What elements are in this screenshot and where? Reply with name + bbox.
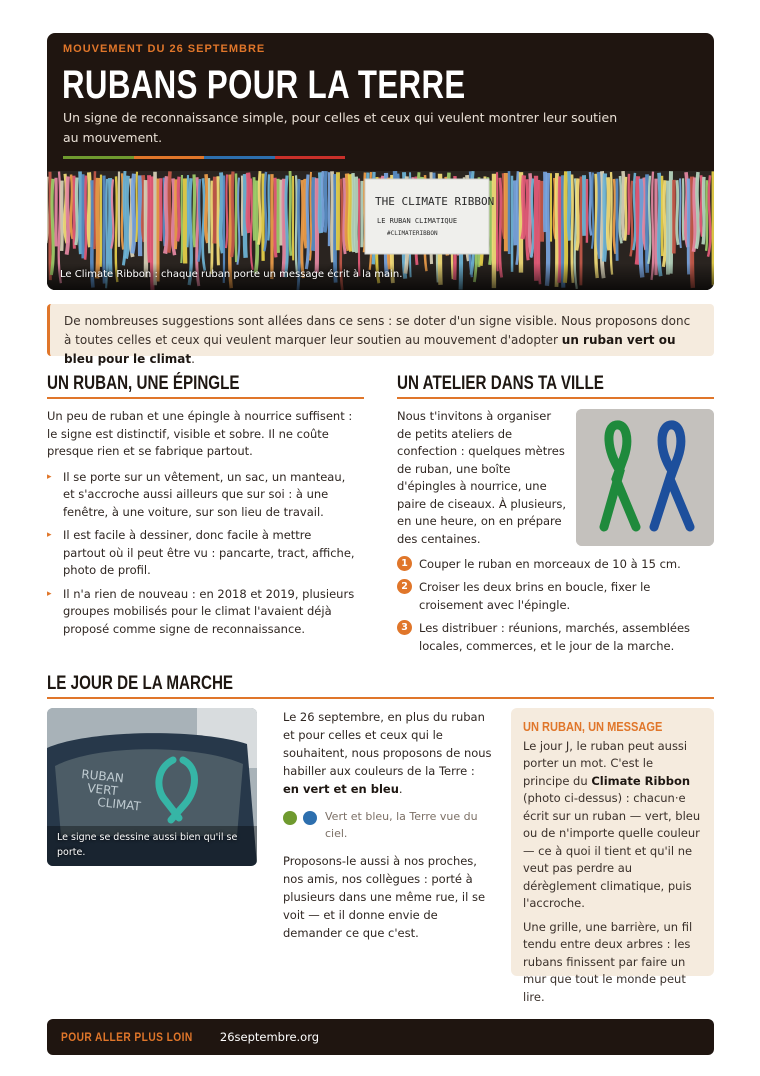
ribbon-strand <box>641 179 643 278</box>
section-heading-ruban: UN RUBAN, UNE ÉPINGLE <box>47 373 364 399</box>
jour-column <box>283 708 493 942</box>
ribbon-strand <box>353 173 354 252</box>
ribbon-strand <box>89 172 90 247</box>
page-subtitle: Un signe de reconnaissance simple, pour celles et ceux qui veulent montrer leur soutien au mouvement. <box>63 110 618 145</box>
ribbon-strand <box>490 181 492 265</box>
ribbon-strand <box>623 171 625 240</box>
car-photo <box>47 708 257 866</box>
callout-text: De nombreuses suggestions sont allées dans ce sens : se doter d'un signe visible. Nous proposons donc à toutes celles et ceux qui veulent marquer leur soutien au mouvement d'adopter <box>64 314 691 347</box>
ribbon-strand <box>198 179 200 262</box>
sidebar-title: UN RUBAN, UN MESSAGE <box>523 719 663 734</box>
kicker: MOUVEMENT DU 26 SEPTEMBRE <box>63 43 266 55</box>
ribbon-strand <box>569 171 570 240</box>
list-item: ▸ Il se porte sur un vêtement, un sac, un manteau, et s'accroche aussi ailleurs que sur soi : à une fenêtre, à une voiture, sur son lieu de travail. <box>47 469 357 522</box>
footer-label: POUR ALLER PLUS LOIN <box>61 1030 193 1044</box>
ribbon-strand <box>313 177 314 251</box>
green-swatch <box>283 811 297 825</box>
ruban-column <box>47 408 357 644</box>
color-bar-segment <box>204 156 275 159</box>
ribbon-strand <box>221 172 223 253</box>
hero-photo-caption: Le Climate Ribbon : chaque ruban porte un message écrit à la main. <box>60 269 403 280</box>
ribbon-strand <box>181 175 182 263</box>
ribbon-strand <box>285 176 287 278</box>
ribbon-strand <box>663 180 665 267</box>
sidebar-para1: Le jour J, le ruban peut aussi porter un mot. C'est le principe du Climate Ribbon (photo ci-dessus) : chacun·e écrit sur un ruban — vert, bleu ou de n'importe quelle couleur — ce à quoi il tient et qu'il ne veut pas perdre au dérèglement climatique, puis l'accroche. <box>523 738 701 910</box>
jour-para1: Le 26 septembre, en plus du ruban et pour celles et ceux qui le souhaitent, nous proposons de nous habiller aux couleurs de la Terre : en vert et en bleu. <box>283 710 492 796</box>
ribbon-strand <box>500 178 502 278</box>
color-bar-segment <box>134 156 205 159</box>
ribbon-strand <box>178 177 180 242</box>
footer <box>47 1019 714 1055</box>
step-number: 2 <box>397 579 412 594</box>
ribbon-strand <box>633 173 635 250</box>
section-heading-jour: LE JOUR DE LA MARCHE <box>47 673 714 699</box>
atelier-steps <box>397 555 717 660</box>
ribbon-strand <box>703 177 704 244</box>
ribbon-strand <box>659 173 661 276</box>
swatch-label: Vert et bleu, la Terre vue du ciel. <box>325 810 478 840</box>
hero-photo <box>47 171 714 290</box>
ribbon-strand <box>322 171 323 232</box>
ribbon-strand <box>242 176 243 236</box>
hero-banner <box>47 33 714 290</box>
ribbon-strand <box>577 178 579 250</box>
list-item: ▸ Il est facile à dessiner, donc facile à mettre partout où il peut être vu : pancarte, tract, affiche, photo de profil. <box>47 527 357 580</box>
ribbon-strand <box>306 174 308 269</box>
svg-text:CLIMAT: CLIMAT <box>96 795 142 814</box>
intro-callout <box>47 304 714 366</box>
step-item: 2 Croiser les deux brins en boucle, fixer le croisement avec l'épingle. <box>397 578 717 614</box>
ribbon-strand <box>611 172 612 275</box>
ribbon-strand <box>614 179 616 254</box>
ribbon-strand <box>693 177 695 251</box>
sidebar-para2: Une grille, une barrière, un fil tendu entre deux arbres : les rubans finissent par faire un mur que tout le monde peut lire. <box>523 919 693 1004</box>
ribbon-strand <box>215 177 216 244</box>
ribbon-strand <box>515 180 516 245</box>
svg-text:RUBAN: RUBAN <box>80 767 125 786</box>
callout-end: . <box>191 352 195 366</box>
step-number: 3 <box>397 620 412 635</box>
ribbon-strand <box>296 175 297 274</box>
ribbon-strand <box>325 171 326 232</box>
ribbon-strand <box>218 176 219 265</box>
ribbon-strand <box>356 177 357 253</box>
footer-link[interactable]: 26septembre.org <box>219 1030 320 1044</box>
ribbon-strand <box>245 174 246 258</box>
ribbon-strand <box>628 174 629 235</box>
ribbon-strand <box>517 171 519 264</box>
ribbon-strand <box>604 173 605 261</box>
step-item: 1 Couper le ruban en morceaux de 10 à 15 cm. <box>397 555 717 573</box>
ribbon-strand <box>497 172 498 271</box>
page-title: RUBANS POUR LA TERRE <box>62 63 466 107</box>
jour-para2: Proposons-le aussi à nos proches, nos amis, nos collègues : porté à plusieurs dans une même rue, il se voit — et il donne envie de demander ce que c'est. <box>283 854 486 940</box>
blue-swatch <box>303 811 317 825</box>
ribbon-strand <box>620 176 622 243</box>
ribbon-strand <box>264 172 266 251</box>
ribbon-strand <box>211 181 212 275</box>
step-number: 1 <box>397 556 412 571</box>
ribbon-strand <box>248 173 250 233</box>
ribbon-strand <box>126 176 128 259</box>
ribbon-strand <box>590 172 591 235</box>
ribbon-strand <box>110 178 111 276</box>
callout-bold: un ruban vert ou bleu pour le climat <box>64 333 676 366</box>
ribbon-strand <box>683 178 684 240</box>
ribbon-strand <box>680 178 681 247</box>
ribbon-strand <box>232 172 234 257</box>
ribbon-strand <box>206 174 208 243</box>
color-swatches <box>283 808 493 842</box>
ribbon-strand <box>350 174 352 251</box>
list-item: ▸ Il n'a rien de nouveau : en 2018 et 2019, plusieurs groupes mobilisés pour le climat l'avaient déjà proposé comme signe de reconnaissance. <box>47 586 357 639</box>
ribbon-strand <box>175 179 176 249</box>
ribbon-strand <box>132 174 134 254</box>
ribbon-strand <box>592 173 593 249</box>
ribbon-strand <box>625 177 626 241</box>
ribbon-strand <box>51 179 53 275</box>
atelier-intro: Nous t'invitons à organiser de petits ateliers de confection : quelques mètres de ruban, une boîte d'épingles à nourrice, une paire de ciseaux. À plusieurs, en une heure, on en prépare des centaines. <box>397 409 567 546</box>
car-photo-caption: Le signe se dessine aussi bien qu'il se porte. <box>57 832 238 858</box>
section-heading-atelier: UN ATELIER DANS TA VILLE <box>397 373 714 399</box>
ribbon-strand <box>76 178 77 245</box>
ribbon-strand <box>94 171 95 249</box>
ribbon-strand <box>608 177 609 250</box>
sidebar-box <box>511 708 714 1004</box>
ribbon-strand <box>256 180 258 273</box>
ribbon-strand <box>194 174 195 247</box>
ribbon-strand <box>275 178 276 258</box>
ribbon-strand <box>169 171 170 252</box>
svg-text:VERT: VERT <box>86 781 119 799</box>
ribbon-strand <box>696 172 698 249</box>
ribbon-strand <box>71 175 73 239</box>
ribbon-strand <box>268 174 269 240</box>
ribbon-strand <box>149 175 150 262</box>
ribbon-strand <box>290 171 291 256</box>
sign-text: LE RUBAN CLIMATIQUE <box>377 217 458 225</box>
ribbon-strand <box>123 171 125 265</box>
ribbon-strand <box>320 172 321 233</box>
sign-text: #CLIMATERIBBON <box>387 230 438 237</box>
ribbon-strand <box>332 171 333 262</box>
ribbon-strand <box>522 175 524 239</box>
ribbon-strand <box>677 180 678 245</box>
ribbon-strand <box>226 174 227 248</box>
ribbon-strand <box>706 180 707 251</box>
color-bar <box>63 156 345 159</box>
ruban-intro: Un peu de ruban et une épingle à nourrice suffisent : le signe est distinctif, visible et sobre. Il ne coûte presque rien et se fabrique partout. <box>47 409 353 458</box>
ribbon-strand <box>527 179 528 260</box>
ribbon-strand <box>188 175 189 247</box>
ribbon-strand <box>85 176 86 260</box>
ribbon-strand <box>80 171 81 254</box>
ribbons-photo <box>576 409 714 546</box>
ribbon-strand <box>278 179 279 253</box>
ribbon-strand <box>165 176 167 253</box>
ribbon-strand <box>258 171 260 244</box>
sign-text: THE CLIMATE RIBBON <box>375 195 495 208</box>
ribbon-strand <box>630 181 632 257</box>
color-bar-segment <box>63 156 134 159</box>
ribbon-strand <box>637 176 638 264</box>
ribbon-strand <box>283 179 284 277</box>
step-item: 3 Les distribuer : réunions, marchés, assemblées locales, commerces, et le jour de la marche. <box>397 619 717 655</box>
ruban-bullets <box>47 469 357 639</box>
color-bar-segment <box>275 156 346 159</box>
ribbon-strand <box>136 172 137 242</box>
ribbon-strand <box>67 176 69 254</box>
ribbon-strand <box>310 172 311 261</box>
ribbon-strand <box>160 178 161 241</box>
